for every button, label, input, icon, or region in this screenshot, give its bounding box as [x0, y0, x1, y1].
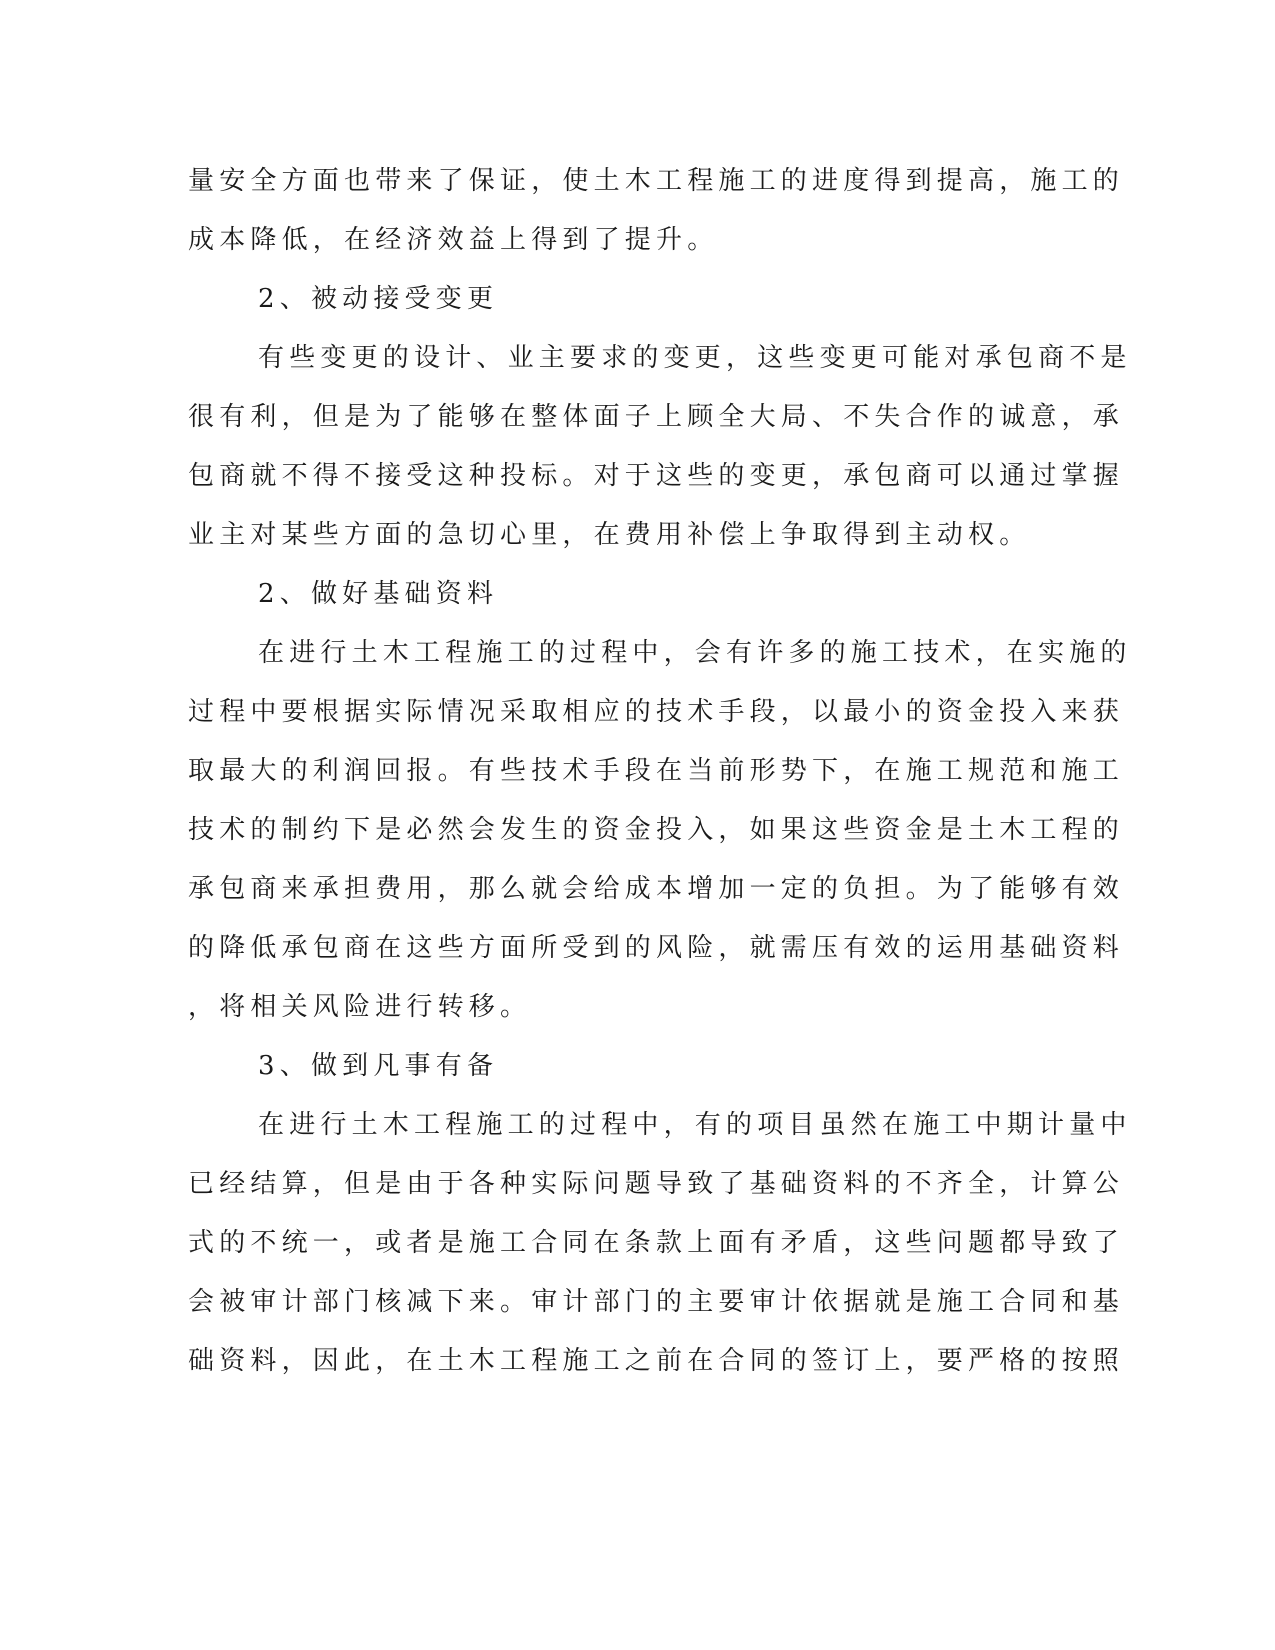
- paragraph-line: 式的不统一，或者是施工合同在条款上面有矛盾，这些问题都导致了: [188, 1228, 1125, 1258]
- paragraph-line: 础资料，因此，在土木工程施工之前在合同的签订上，要严格的按照: [188, 1346, 1125, 1376]
- paragraph-line: 承包商来承担费用，那么就会给成本增加一定的负担。为了能够有效: [188, 874, 1125, 904]
- paragraph-line: 过程中要根据实际情况采取相应的技术手段，以最小的资金投入来获: [188, 697, 1125, 727]
- paragraph-line: 会被审计部门核减下来。审计部门的主要审计依据就是施工合同和基: [188, 1287, 1125, 1317]
- paragraph-line: 技术的制约下是必然会发生的资金投入，如果这些资金是土木工程的: [188, 815, 1125, 845]
- paragraph-line: ，将相关风险进行转移。: [188, 992, 532, 1022]
- paragraph-line: 包商就不得不接受这种投标。对于这些的变更，承包商可以通过掌握: [188, 461, 1125, 491]
- section-heading: 2、被动接受变更: [258, 284, 499, 314]
- section-heading: 2、做好基础资料: [258, 579, 499, 609]
- paragraph-line: 的降低承包商在这些方面所受到的风险，就需压有效的运用基础资料: [188, 933, 1125, 963]
- paragraph-line: 量安全方面也带来了保证，使土木工程施工的进度得到提高，施工的: [188, 166, 1125, 196]
- paragraph-line: 成本降低，在经济效益上得到了提升。: [188, 225, 719, 255]
- paragraph-line: 有些变更的设计、业主要求的变更，这些变更可能对承包商不是: [258, 343, 1132, 373]
- paragraph-line: 取最大的利润回报。有些技术手段在当前形势下，在施工规范和施工: [188, 756, 1125, 786]
- paragraph-line: 在进行土木工程施工的过程中，会有许多的施工技术，在实施的: [258, 638, 1132, 668]
- paragraph-line: 业主对某些方面的急切心里，在费用补偿上争取得到主动权。: [188, 520, 1031, 550]
- paragraph-line: 在进行土木工程施工的过程中，有的项目虽然在施工中期计量中: [258, 1110, 1132, 1140]
- section-heading: 3、做到凡事有备: [258, 1051, 499, 1081]
- paragraph-line: 已经结算，但是由于各种实际问题导致了基础资料的不齐全，计算公: [188, 1169, 1125, 1199]
- paragraph-line: 很有利，但是为了能够在整体面子上顾全大局、不失合作的诚意，承: [188, 402, 1125, 432]
